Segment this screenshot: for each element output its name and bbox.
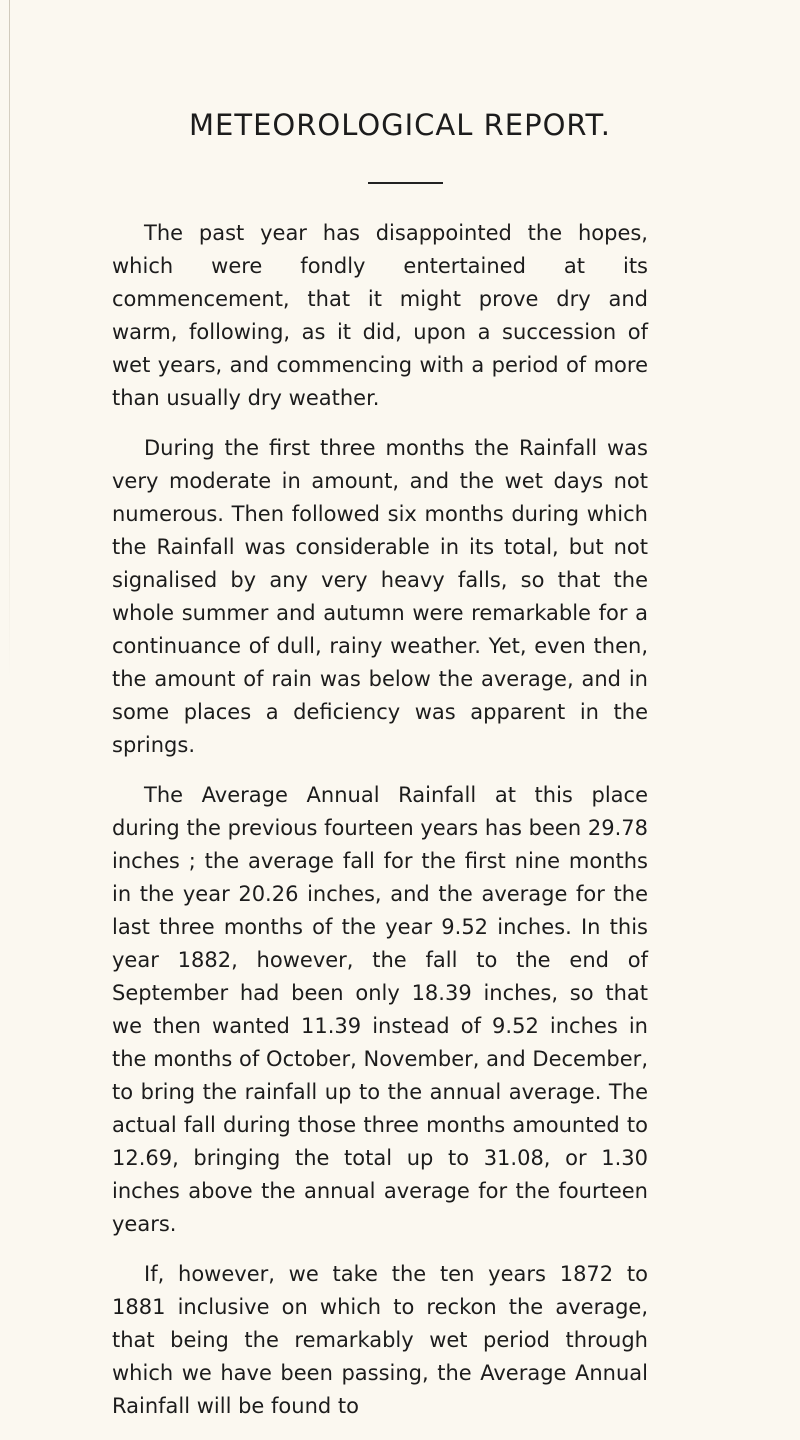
paragraph-3: The Average Annual Rainfall at this place during the previous fourteen years has been 29.78 inches ; the average fall for the first nine months in the year 20.26 inches, and the average for the last three months of the year 9.52 inches. In this year 1882, however, the fall to the end of September had been only 18.39 inches, so that we then wanted 11.39 instead of 9.52 inches in the months of October, November, and December, to bring the rainfall up to the annual average. The actual fall during those three months amounted to 12.69, bringing the total up to 31.08, or 1.30 inches above the annual average for the fourteen years. — [112, 783, 648, 1236]
paragraph-2: During the first three months the Rainfall was very moderate in amount, and the wet days not numerous. Then followed six months during which the Rainfall was considerable in its total, but not signalised by any very heavy falls, so that the whole summer and autumn were remarkable for a continuance of dull, rainy weather. Yet, even then, the amount of rain was below the average, and in some places a deficiency was apparent in the springs. — [112, 436, 648, 757]
paragraph-4: If, however, we take the ten years 1872 to 1881 inclusive on which to reckon the average, that being the remarkably wet period through which we have been passing, the Average Annual Rainfall will be found to — [112, 1262, 648, 1418]
report-body — [112, 217, 648, 1440]
page-edge — [9, 0, 10, 680]
paragraph-1: The past year has disappointed the hopes, which were fondly entertained at its commencement, that it might prove dry and warm, following, as it did, upon a succession of wet years, and commencing with a period of more than usually dry weather. — [112, 221, 648, 410]
title-rule — [368, 182, 443, 184]
page-title: METEOROLOGICAL REPORT. — [189, 108, 611, 142]
